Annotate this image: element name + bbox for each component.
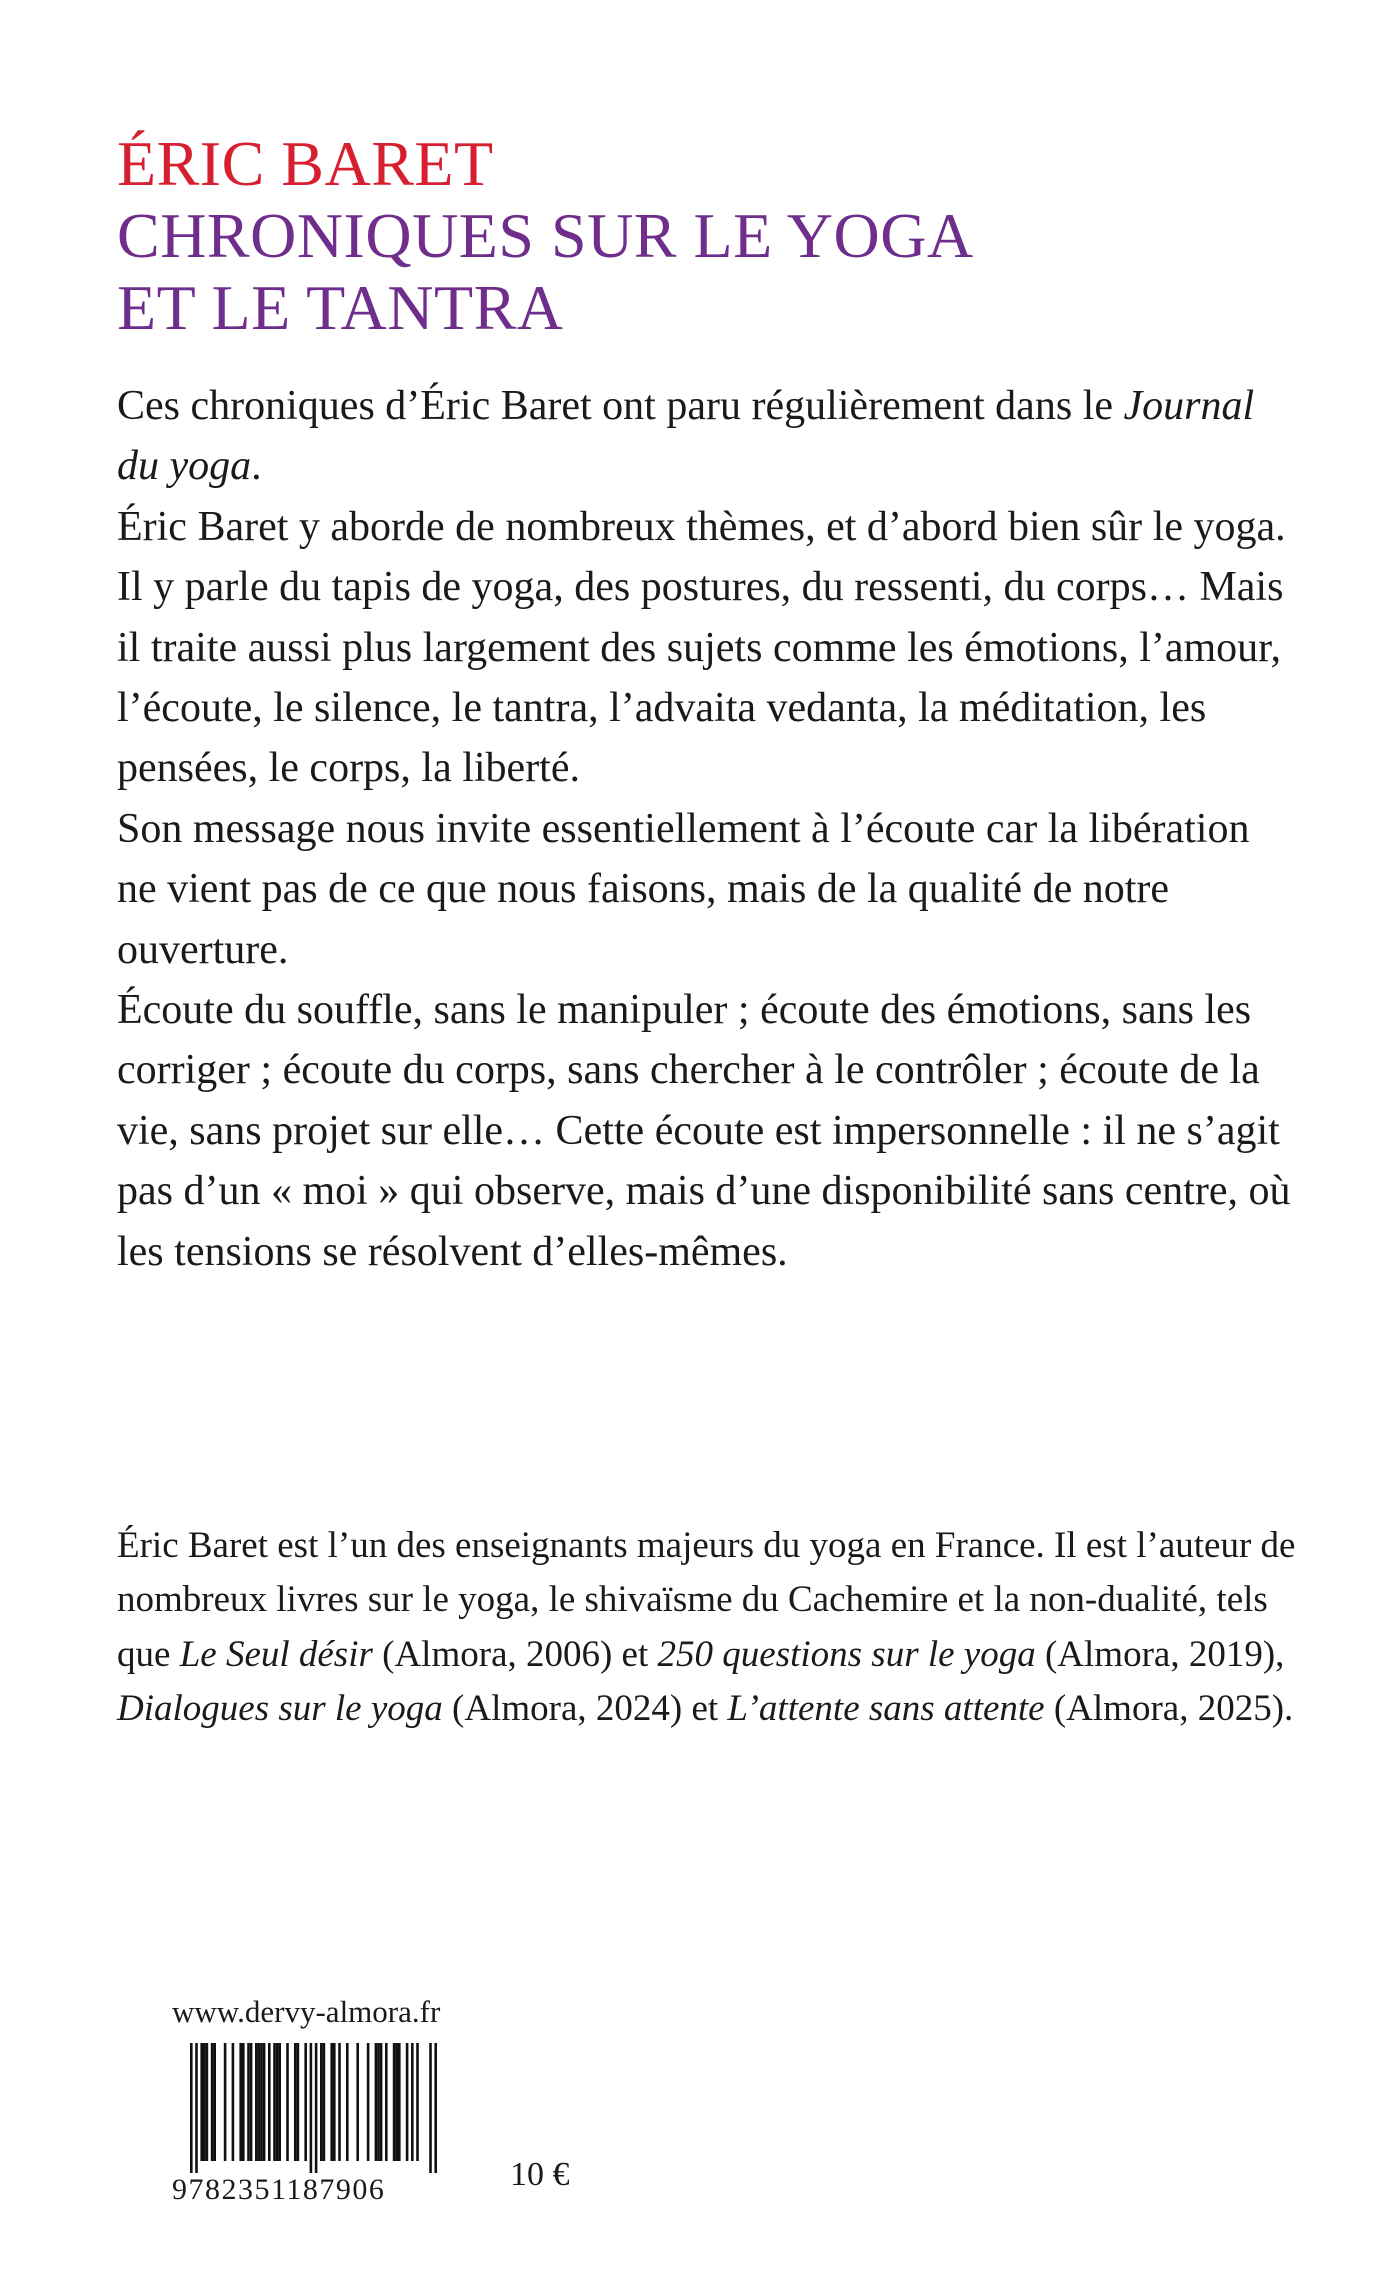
barcode-bar <box>333 2043 336 2161</box>
barcode-bar <box>211 2043 214 2161</box>
barcode-bar <box>434 2043 437 2173</box>
barcode-bar <box>411 2043 414 2161</box>
barcode-bar <box>416 2043 419 2161</box>
barcode-bar <box>255 2043 258 2161</box>
barcode-bar <box>385 2043 388 2161</box>
author-name: ÉRIC BARET <box>117 128 494 199</box>
barcode-bar <box>268 2043 271 2161</box>
barcode-bar <box>294 2043 297 2161</box>
book-title-line-1: CHRONIQUES SUR LE YOGA <box>117 200 974 271</box>
barcode-bar <box>232 2043 235 2161</box>
book-title-3: Dialogues sur le yoga <box>117 1688 443 1730</box>
barcode-bar <box>398 2043 401 2161</box>
barcode-icon <box>172 2043 456 2173</box>
barcode-bar <box>278 2043 281 2161</box>
barcode-bar <box>250 2043 253 2161</box>
barcode-bar <box>258 2043 261 2161</box>
barcode-bar <box>304 2043 307 2161</box>
blurb-paragraph-4: Écoute du souffle, sans le manipuler ; écoute des émotions, sans les corriger ; écoute du corps, sans chercher à le contrôler ; écoute de la vie, sans projet sur elle… Cette écoute est impersonnelle : il ne s’agit pas d’un « moi » qui observe, mais d’une disponibilité sans centre, où les tensions se résolvent d’elles-mêmes. <box>117 987 1291 1275</box>
blurb-text: Ces chroniques d’Éric Baret ont paru régulièrement dans le <box>117 383 1124 429</box>
barcode-bar <box>297 2043 300 2161</box>
barcode-bar <box>406 2043 409 2161</box>
barcode-bar <box>224 2043 227 2161</box>
book-title-4: L’attente sans attente <box>727 1688 1045 1730</box>
barcode-bar <box>203 2043 206 2161</box>
bio-text: (Almora, 2024) et <box>442 1688 728 1730</box>
barcode-bar <box>320 2043 323 2161</box>
barcode-bar <box>395 2043 398 2161</box>
barcode-bar <box>375 2043 378 2161</box>
barcode-bar <box>380 2043 383 2161</box>
barcode-bar <box>286 2043 289 2161</box>
bio-text: Éric Baret est l’un des enseignants majeurs du yoga en France. Il est l’auteur de nombreux livres sur le yoga, le shivaïsme du Cachemire et la non-dualité, tels que <box>117 1525 1296 1675</box>
book-title-2: 250 questions sur le yoga <box>657 1633 1036 1675</box>
book-title-1: Le Seul désir <box>179 1633 373 1675</box>
barcode-bar <box>276 2043 279 2161</box>
blurb <box>117 376 1297 1282</box>
barcode-bar <box>310 2043 313 2173</box>
barcode-bar <box>213 2043 216 2161</box>
barcode-bar <box>190 2043 193 2173</box>
bio-text: (Almora, 2025). <box>1044 1688 1294 1730</box>
barcode-bar <box>330 2043 333 2161</box>
barcode-bar <box>242 2043 245 2161</box>
price: 10 € <box>510 2156 570 2193</box>
barcode-bar <box>315 2043 318 2173</box>
book-title-line-2: ET LE TANTRA <box>117 272 564 343</box>
barcode-bar <box>273 2043 276 2161</box>
author-bio <box>117 1519 1297 1737</box>
bio-text: (Almora, 2006) et <box>372 1633 658 1675</box>
blurb-text: . <box>251 443 262 490</box>
author-bio-paragraph <box>117 1519 1297 1737</box>
barcode-bar <box>247 2043 250 2161</box>
barcode-bar <box>356 2043 359 2161</box>
barcode-bar <box>200 2043 203 2161</box>
isbn-number: 9782351187906 <box>172 2173 386 2206</box>
journal-title: Journal du yoga <box>117 383 1255 490</box>
barcode-bar <box>239 2043 242 2161</box>
barcode-bar <box>429 2043 432 2173</box>
barcode-bar <box>393 2043 396 2161</box>
barcode-bar <box>338 2043 341 2161</box>
barcode-bar <box>195 2043 198 2173</box>
publisher-website[interactable]: www.dervy-almora.fr <box>172 1994 441 2029</box>
barcode-bar <box>206 2043 209 2161</box>
blurb-paragraph-1 <box>117 376 1297 497</box>
barcode-bar <box>260 2043 263 2161</box>
isbn-barcode <box>172 2043 456 2207</box>
barcode-bar <box>377 2043 380 2161</box>
barcode-bar <box>323 2043 326 2161</box>
bio-text: (Almora, 2019), <box>1035 1633 1285 1675</box>
blurb-paragraph-3: Son message nous invite essentiellement à l’écoute car la libération ne vient pas de ce que nous faisons, mais de la qualité de notre ouverture. <box>117 805 1250 973</box>
title-block <box>117 128 974 344</box>
barcode-bar <box>367 2043 370 2161</box>
barcode-bar <box>346 2043 349 2161</box>
blurb-paragraph-2: Éric Baret y aborde de nombreux thèmes, et d’abord bien sûr le yoga. Il y parle du tapis de yoga, des postures, du ressenti, du corps… Mais il traite aussi plus largement des sujets comme les émotions, l’amour, l’écoute, le silence, le tantra, l’advaita vedanta, la méditation, les pensées, le corps, la liberté. <box>117 503 1286 792</box>
barcode-bar <box>263 2043 266 2161</box>
